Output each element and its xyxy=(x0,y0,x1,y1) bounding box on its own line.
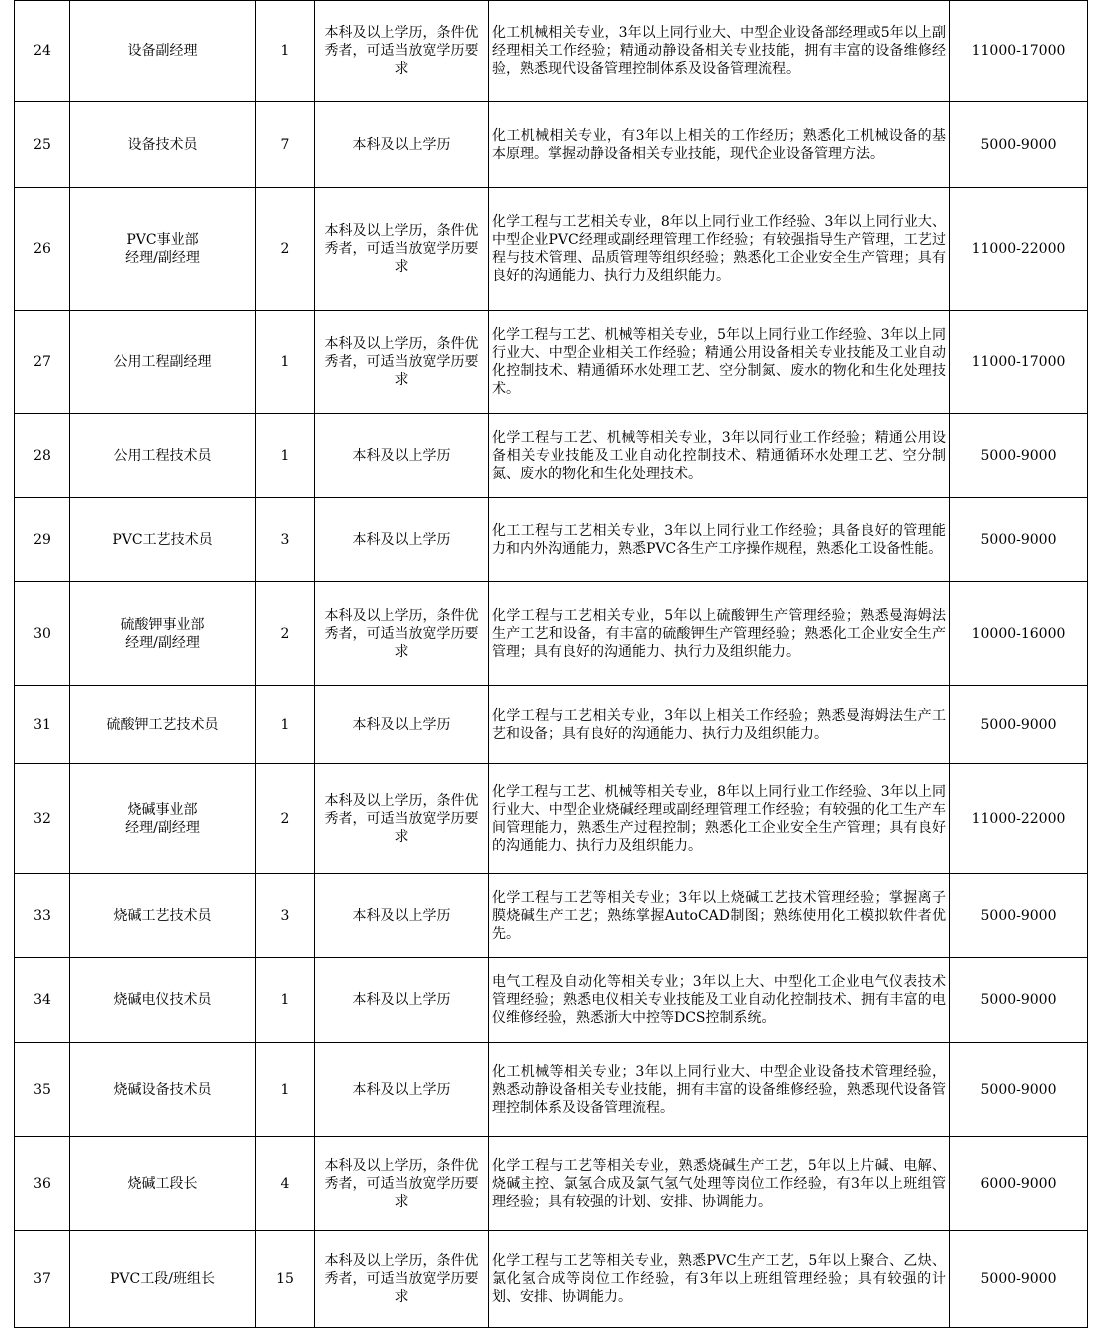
job-requirements: 化学工程与工艺等相关专业，熟悉PVC生产工艺，5年以上聚合、乙炔、氯化氢合成等岗位工作经验，有3年以上班组管理经验；具有较强的计划、安排、协调能力。 xyxy=(489,1231,950,1328)
table-row xyxy=(15,414,1088,498)
salary-range: 10000-16000 xyxy=(950,582,1088,686)
row-number: 31 xyxy=(15,686,70,764)
education-requirement: 本科及以上学历，条件优秀者，可适当放宽学历要求 xyxy=(315,764,489,874)
table-row xyxy=(15,1231,1088,1328)
education-requirement: 本科及以上学历 xyxy=(315,498,489,582)
headcount: 1 xyxy=(256,311,315,414)
education-requirement: 本科及以上学历，条件优秀者，可适当放宽学历要求 xyxy=(315,1137,489,1231)
job-requirements: 化工机械相关专业，有3年以上相关的工作经历；熟悉化工机械设备的基本原理。掌握动静设备相关专业技能，现代企业设备管理方法。 xyxy=(489,102,950,188)
education-requirement: 本科及以上学历，条件优秀者，可适当放宽学历要求 xyxy=(315,1,489,102)
position-name: 烧碱事业部 经理/副经理 xyxy=(70,764,256,874)
row-number: 32 xyxy=(15,764,70,874)
row-number: 33 xyxy=(15,874,70,958)
education-requirement: 本科及以上学历 xyxy=(315,414,489,498)
position-name: 公用工程技术员 xyxy=(70,414,256,498)
position-name: 烧碱工段长 xyxy=(70,1137,256,1231)
headcount: 3 xyxy=(256,498,315,582)
job-requirements: 化学工程与工艺相关专业，8年以上同行业工作经验、3年以上同行业大、中型企业PVC经理或副经理管理工作经验；有较强指导生产管理，工艺过程与技术管理、品质管理等组织经验；熟悉化工企业安全生产管理；具有良好的沟通能力、执行力及组织能力。 xyxy=(489,188,950,311)
job-requirements: 化工机械等相关专业；3年以上同行业大、中型企业设备技术管理经验，熟悉动静设备相关专业技能，拥有丰富的设备维修经验，熟悉现代设备管理控制体系及设备管理流程。 xyxy=(489,1043,950,1137)
headcount: 2 xyxy=(256,764,315,874)
job-requirements: 电气工程及自动化等相关专业；3年以上大、中型化工企业电气仪表技术管理经验；熟悉电仪相关专业技能及工业自动化控制技术、拥有丰富的电仪维修经验，熟悉浙大中控等DCS控制系统。 xyxy=(489,958,950,1043)
education-requirement: 本科及以上学历 xyxy=(315,1043,489,1137)
headcount: 2 xyxy=(256,582,315,686)
position-name: 烧碱工艺技术员 xyxy=(70,874,256,958)
table-row xyxy=(15,1043,1088,1137)
row-number: 30 xyxy=(15,582,70,686)
education-requirement: 本科及以上学历 xyxy=(315,874,489,958)
position-name: 烧碱设备技术员 xyxy=(70,1043,256,1137)
salary-range: 11000-22000 xyxy=(950,764,1088,874)
salary-range: 5000-9000 xyxy=(950,102,1088,188)
table-row xyxy=(15,188,1088,311)
headcount: 3 xyxy=(256,874,315,958)
headcount: 1 xyxy=(256,414,315,498)
headcount: 15 xyxy=(256,1231,315,1328)
row-number: 37 xyxy=(15,1231,70,1328)
salary-range: 6000-9000 xyxy=(950,1137,1088,1231)
education-requirement: 本科及以上学历 xyxy=(315,102,489,188)
row-number: 34 xyxy=(15,958,70,1043)
job-requirements: 化学工程与工艺、机械等相关专业，3年以同行业工作经验；精通公用设备相关专业技能及工业自动化控制技术、精通循环水处理工艺、空分制氮、废水的物化和生化处理技术。 xyxy=(489,414,950,498)
headcount: 7 xyxy=(256,102,315,188)
job-requirements: 化学工程与工艺相关专业，5年以上硫酸钾生产管理经验；熟悉曼海姆法生产工艺和设备，有丰富的硫酸钾生产管理经验；熟悉化工企业安全生产管理；具有良好的沟通能力、执行力及组织能力。 xyxy=(489,582,950,686)
salary-range: 5000-9000 xyxy=(950,498,1088,582)
table-row xyxy=(15,582,1088,686)
education-requirement: 本科及以上学历 xyxy=(315,958,489,1043)
row-number: 35 xyxy=(15,1043,70,1137)
salary-range: 5000-9000 xyxy=(950,958,1088,1043)
row-number: 29 xyxy=(15,498,70,582)
salary-range: 5000-9000 xyxy=(950,686,1088,764)
salary-range: 11000-17000 xyxy=(950,1,1088,102)
education-requirement: 本科及以上学历，条件优秀者，可适当放宽学历要求 xyxy=(315,1231,489,1328)
row-number: 25 xyxy=(15,102,70,188)
job-table xyxy=(14,0,1088,1328)
job-requirements: 化学工程与工艺等相关专业，熟悉烧碱生产工艺，5年以上片碱、电解、烧碱主控、氯氢合成及氯气氢气处理等岗位工作经验，有3年以上班组管理经验；具有较强的计划、安排、协调能力。 xyxy=(489,1137,950,1231)
table-row xyxy=(15,686,1088,764)
education-requirement: 本科及以上学历 xyxy=(315,686,489,764)
headcount: 4 xyxy=(256,1137,315,1231)
row-number: 36 xyxy=(15,1137,70,1231)
job-requirements: 化工工程与工艺相关专业，3年以上同行业工作经验；具备良好的管理能力和内外沟通能力，熟悉PVC各生产工序操作规程，熟悉化工设备性能。 xyxy=(489,498,950,582)
position-name: PVC事业部 经理/副经理 xyxy=(70,188,256,311)
position-name: 设备技术员 xyxy=(70,102,256,188)
job-requirements: 化学工程与工艺、机械等相关专业，8年以上同行业工作经验、3年以上同行业大、中型企业烧碱经理或副经理管理工作经验；有较强的化工生产车间管理能力，熟悉生产过程控制；熟悉化工企业安全生产管理；具有良好的沟通能力、执行力及组织能力。 xyxy=(489,764,950,874)
row-number: 27 xyxy=(15,311,70,414)
salary-range: 11000-22000 xyxy=(950,188,1088,311)
salary-range: 5000-9000 xyxy=(950,414,1088,498)
job-requirements: 化学工程与工艺、机械等相关专业，5年以上同行业工作经验、3年以上同行业大、中型企业相关工作经验；精通公用设备相关专业技能及工业自动化控制技术、精通循环水处理工艺、空分制氮、废水的物化和生化处理技术。 xyxy=(489,311,950,414)
table-row xyxy=(15,874,1088,958)
row-number: 26 xyxy=(15,188,70,311)
headcount: 2 xyxy=(256,188,315,311)
position-name: 烧碱电仪技术员 xyxy=(70,958,256,1043)
table-row xyxy=(15,764,1088,874)
salary-range: 5000-9000 xyxy=(950,874,1088,958)
table-row xyxy=(15,1137,1088,1231)
job-requirements: 化学工程与工艺相关专业，3年以上相关工作经验；熟悉曼海姆法生产工艺和设备；具有良好的沟通能力、执行力及组织能力。 xyxy=(489,686,950,764)
table-row xyxy=(15,1,1088,102)
salary-range: 5000-9000 xyxy=(950,1231,1088,1328)
table-row xyxy=(15,102,1088,188)
position-name: PVC工段/班组长 xyxy=(70,1231,256,1328)
education-requirement: 本科及以上学历，条件优秀者，可适当放宽学历要求 xyxy=(315,188,489,311)
education-requirement: 本科及以上学历，条件优秀者，可适当放宽学历要求 xyxy=(315,582,489,686)
headcount: 1 xyxy=(256,1,315,102)
table-row xyxy=(15,311,1088,414)
position-name: 公用工程副经理 xyxy=(70,311,256,414)
position-name: 硫酸钾工艺技术员 xyxy=(70,686,256,764)
job-requirements: 化工机械相关专业，3年以上同行业大、中型企业设备部经理或5年以上副经理相关工作经验；精通动静设备相关专业技能，拥有丰富的设备维修经验，熟悉现代设备管理控制体系及设备管理流程。 xyxy=(489,1,950,102)
table-row xyxy=(15,498,1088,582)
position-name: 设备副经理 xyxy=(70,1,256,102)
education-requirement: 本科及以上学历，条件优秀者，可适当放宽学历要求 xyxy=(315,311,489,414)
headcount: 1 xyxy=(256,958,315,1043)
salary-range: 5000-9000 xyxy=(950,1043,1088,1137)
salary-range: 11000-17000 xyxy=(950,311,1088,414)
row-number: 28 xyxy=(15,414,70,498)
position-name: 硫酸钾事业部 经理/副经理 xyxy=(70,582,256,686)
job-requirements: 化学工程与工艺等相关专业；3年以上烧碱工艺技术管理经验；掌握离子膜烧碱生产工艺；熟练掌握AutoCAD制图；熟练使用化工模拟软件者优先。 xyxy=(489,874,950,958)
table-row xyxy=(15,958,1088,1043)
row-number: 24 xyxy=(15,1,70,102)
position-name: PVC工艺技术员 xyxy=(70,498,256,582)
headcount: 1 xyxy=(256,1043,315,1137)
headcount: 1 xyxy=(256,686,315,764)
